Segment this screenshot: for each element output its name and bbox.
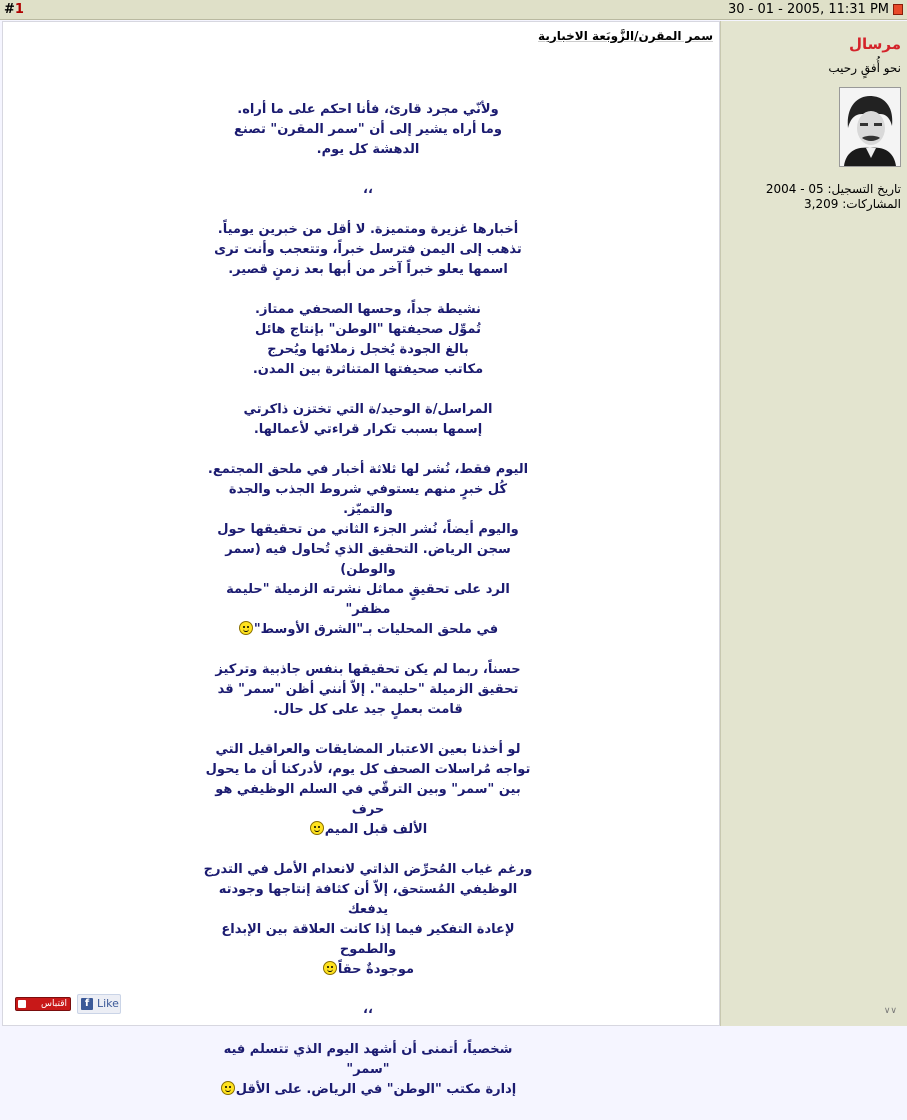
like-button[interactable] — [77, 994, 121, 1014]
post-title: سمر المقرن/الزَّوبَعة الاخبارية — [538, 29, 713, 43]
post-header — [0, 0, 907, 20]
quote-icon — [18, 1000, 26, 1008]
post-line: شخصياً، أتمنى أن أشهد اليوم الذي تتسلم فيه "سمر" — [223, 1042, 513, 1077]
avatar[interactable] — [839, 87, 901, 167]
post-line: سجن الرياض. التحقيق الذي تُحاول فيه (سمر والوطن) — [225, 542, 511, 577]
post-line: لو أخذنا بعين الاعتبار المضايقات والعراقيل التي — [215, 742, 521, 757]
post-line: وما أراه يشير إلى أن "سمر المقرن" تصنع — [234, 122, 502, 137]
document-icon — [893, 4, 903, 15]
smiley-icon — [323, 961, 337, 975]
user-stats — [731, 182, 901, 212]
smiley-icon — [310, 821, 324, 835]
post-paragraph — [203, 180, 533, 200]
post-number[interactable] — [4, 2, 24, 17]
post-line: إدارة مكتب "الوطن" في الرياض. على الأقل — [235, 1082, 517, 1097]
post-line: ورغم غياب المُحرِّض الذاتي لانعدام الأمل في التدرج — [203, 862, 533, 877]
post-paragraph — [203, 100, 533, 160]
post-line: قامت بعملٍ جيد على كل حال. — [273, 702, 463, 717]
post-paragraph — [203, 220, 533, 280]
chevron-down-icon[interactable]: ∨∨ — [883, 1006, 897, 1016]
post-paragraph — [203, 1040, 533, 1100]
post-line: أخبارها غزيرة ومتميزة. لا أقل من خبرين يومياً. — [217, 222, 519, 237]
post-line: واليوم أيضاً، نُشر الجزء الثاني من تحقيقها حول — [217, 522, 519, 537]
post-line: الرد على تحقيقٍ مماثل نشرته الزميلة "حليمة مظفر" — [226, 582, 510, 617]
post-content — [2, 21, 720, 1097]
post-number-value: 1 — [14, 2, 24, 17]
smiley-icon — [221, 1081, 235, 1095]
post-line: في ملحق المحليات بـ"الشرق الأوسط" — [253, 622, 499, 637]
post-date: 30 - 01 - 2005, 11:31 PM — [728, 2, 889, 17]
like-button-label: Like — [97, 997, 119, 1010]
post-line: الوظيفي المُستحق، إلاّ أن كثافة إنتاجها وجودته يدفعك — [218, 882, 518, 917]
post-count: المشاركات: 3,209 — [804, 197, 901, 211]
post-paragraph — [203, 660, 533, 720]
smiley-icon — [239, 621, 253, 635]
post-line: موجودةٌ حقاً — [337, 962, 415, 977]
post-paragraph — [203, 860, 533, 980]
post-body — [203, 100, 533, 1120]
facebook-icon: f — [81, 998, 93, 1010]
post-line: ولأنّي مجرد قارئ، فأنا احكم على ما أراه. — [237, 102, 499, 117]
post-paragraph — [203, 740, 533, 840]
user-title: نحو أُفقٍ رحيب — [828, 61, 901, 75]
join-date: تاريخ التسجيل: 05 - 2004 — [765, 182, 901, 196]
post-paragraph — [203, 400, 533, 440]
username-link[interactable]: مرسال — [848, 35, 901, 53]
post-line: كُل خبرٍ منهم يستوفي شروط الجذب والجدة والتميّز. — [228, 482, 508, 517]
post-line: اسمها يعلو خبراً آخر من أبها بعد زمنٍ قصير. — [228, 262, 508, 277]
post-number-hash: # — [4, 2, 15, 17]
post-line: تحقيق الزميلة "حليمة". إلاّ أنني أظن "سمر" قد — [217, 682, 519, 697]
post-line: تذهب إلى اليمن فترسل خبراً، وتتعجب وأنت ترى — [214, 242, 522, 257]
post-line: لإعادة التفكير فيما إذا كانت العلاقة بين الإبداع والطموح — [221, 922, 515, 957]
post-line: إسمها بسبب تكرار قراءتي لأعمالها. — [253, 422, 483, 437]
post-line: مكاتب صحيفتها المتناثرة بين المدن. — [252, 362, 484, 377]
post-paragraph — [203, 1000, 533, 1020]
post-line: اليوم فقط، نُشر لها ثلاثة أخبار في ملحق المجتمع. — [207, 462, 529, 477]
post-line: الدهشة كل يوم. — [316, 142, 420, 157]
post-paragraph — [203, 460, 533, 640]
post-paragraph — [203, 300, 533, 380]
user-sidebar — [720, 21, 907, 1026]
post-line: حسناً، ربما لم يكن تحقيقها بنفس جاذبية وتركيز — [215, 662, 521, 677]
quote-button-label: اقتباس — [41, 999, 67, 1009]
post-line: ،، — [363, 182, 373, 197]
post-line: ،، — [363, 1002, 373, 1017]
quote-button[interactable] — [15, 997, 71, 1011]
post-line: تواجه مُراسلات الصحف كل يوم، لأدركنا أن ما يحول — [205, 762, 531, 777]
portrait-avatar — [840, 88, 900, 166]
post-line: تُموِّل صحيفتها "الوطن" بإنتاج هائل — [254, 322, 482, 337]
post-line: الألف قبل الميم — [324, 822, 428, 837]
post-line: بين "سمر" وبين الترقّي في السلم الوظيفي هو حرف — [215, 782, 521, 817]
post-line: بالغ الجودة يُخجل زملائها ويُحرج — [267, 342, 469, 357]
post-line: نشيطة جداً، وحسها الصحفي ممتاز. — [255, 302, 481, 317]
post-line: المراسل/ة الوحيد/ة التي تختزن ذاكرتي — [243, 402, 493, 417]
